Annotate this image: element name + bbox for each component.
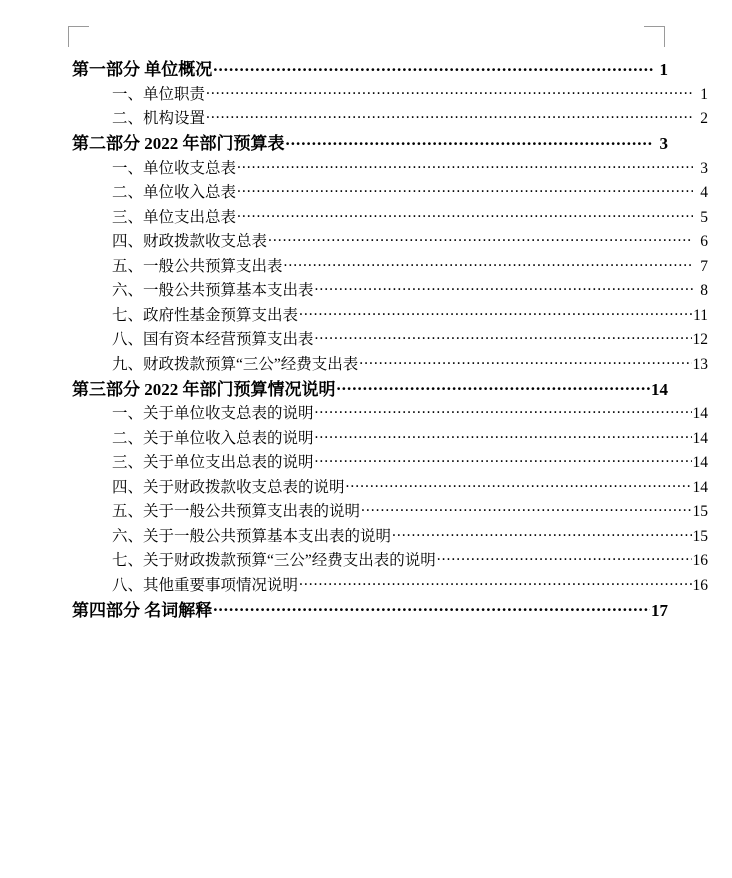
toc-page-number: 15 bbox=[692, 527, 708, 545]
toc-page-number: 13 bbox=[692, 355, 708, 373]
toc-leader-dots bbox=[206, 108, 693, 124]
toc-leader-dots bbox=[237, 206, 693, 222]
toc-entry[interactable] bbox=[68, 280, 708, 299]
toc-page-number: 16 bbox=[692, 576, 708, 594]
toc-entry[interactable] bbox=[68, 525, 708, 544]
toc-entry[interactable] bbox=[68, 452, 708, 471]
toc-page-number: 14 bbox=[692, 429, 708, 447]
toc-page-number: 7 bbox=[700, 257, 708, 275]
toc-page-number: 2 bbox=[700, 110, 708, 127]
toc-entry-text: 八、其他重要事项情况说明 bbox=[112, 576, 299, 594]
toc-leader-dots bbox=[315, 403, 692, 419]
toc-entry[interactable] bbox=[68, 574, 708, 593]
toc-leader-dots bbox=[284, 255, 693, 271]
toc-leader-dots bbox=[359, 353, 691, 369]
toc-page-number: 15 bbox=[692, 503, 708, 520]
crop-mark-top-left bbox=[68, 26, 89, 47]
toc-entry[interactable] bbox=[68, 255, 708, 274]
toc-page-number: 17 bbox=[651, 600, 668, 620]
toc-entry-text: 第四部分 名词解释 bbox=[72, 600, 213, 620]
toc-entry-text: 二、机构设置 bbox=[112, 110, 206, 127]
toc-page-number: 14 bbox=[651, 379, 668, 399]
toc-entry[interactable] bbox=[68, 58, 668, 78]
toc-leader-dots bbox=[437, 550, 692, 566]
toc-leader-dots bbox=[315, 427, 692, 443]
toc-leader-dots bbox=[213, 58, 653, 75]
toc-entry-text: 六、关于一般公共预算基本支出表的说明 bbox=[112, 527, 392, 545]
toc-entry[interactable] bbox=[68, 182, 708, 201]
toc-entry-text: 一、关于单位收支总表的说明 bbox=[112, 405, 314, 422]
toc-page-number: 14 bbox=[692, 478, 708, 496]
toc-entry-text: 三、单位支出总表 bbox=[112, 208, 237, 226]
toc-page-number: 8 bbox=[700, 282, 708, 299]
toc-leader-dots bbox=[337, 378, 651, 395]
toc-page-number: 3 bbox=[659, 134, 668, 153]
toc-entry-text: 七、关于财政拨款预算“三公”经费支出表的说明 bbox=[112, 552, 436, 569]
toc-entry[interactable] bbox=[68, 132, 668, 152]
toc-page-number: 11 bbox=[693, 306, 708, 324]
toc-page-number: 1 bbox=[659, 60, 668, 79]
toc-leader-dots bbox=[315, 329, 692, 345]
toc-entry[interactable] bbox=[68, 378, 668, 398]
toc-entry-text: 第一部分 单位概况 bbox=[72, 60, 213, 79]
toc-entry-text: 五、一般公共预算支出表 bbox=[112, 257, 283, 275]
toc-page-number: 14 bbox=[692, 405, 708, 422]
table-of-contents bbox=[68, 56, 708, 624]
toc-entry-text: 九、财政拨款预算“三公”经费支出表 bbox=[112, 355, 359, 373]
toc-leader-dots bbox=[315, 280, 693, 296]
toc-page-number: 3 bbox=[700, 159, 708, 177]
toc-page-number: 6 bbox=[700, 233, 708, 250]
toc-entry[interactable] bbox=[68, 108, 708, 127]
toc-page-number: 14 bbox=[692, 454, 708, 471]
toc-entry-text: 二、关于单位收入总表的说明 bbox=[112, 429, 314, 447]
toc-leader-dots bbox=[299, 304, 692, 320]
toc-leader-dots bbox=[206, 83, 693, 99]
toc-entry-text: 一、单位收支总表 bbox=[112, 159, 237, 177]
toc-entry[interactable] bbox=[68, 157, 708, 176]
toc-entry[interactable] bbox=[68, 83, 708, 102]
toc-page-number: 1 bbox=[700, 85, 708, 103]
toc-entry-text: 第二部分 2022 年部门预算表 bbox=[72, 134, 285, 153]
toc-entry-text: 四、财政拨款收支总表 bbox=[112, 233, 268, 250]
toc-page-number: 16 bbox=[692, 552, 708, 569]
toc-entry-text: 五、关于一般公共预算支出表的说明 bbox=[112, 503, 361, 520]
toc-entry[interactable] bbox=[68, 476, 708, 495]
toc-leader-dots bbox=[286, 132, 654, 149]
toc-entry-text: 一、单位职责 bbox=[112, 85, 206, 103]
toc-entry-text: 七、政府性基金预算支出表 bbox=[112, 306, 299, 324]
toc-leader-dots bbox=[361, 501, 691, 517]
toc-entry[interactable] bbox=[68, 304, 708, 323]
toc-leader-dots bbox=[237, 182, 693, 198]
toc-page-number: 12 bbox=[692, 331, 708, 348]
toc-entry[interactable] bbox=[68, 427, 708, 446]
toc-entry[interactable] bbox=[68, 329, 708, 348]
toc-leader-dots bbox=[237, 157, 693, 173]
toc-entry-text: 第三部分 2022 年部门预算情况说明 bbox=[72, 379, 336, 399]
toc-page-number: 5 bbox=[700, 208, 708, 226]
toc-entry[interactable] bbox=[68, 206, 708, 225]
toc-leader-dots bbox=[268, 231, 693, 247]
toc-leader-dots bbox=[392, 525, 691, 541]
toc-entry-text: 六、一般公共预算基本支出表 bbox=[112, 282, 314, 299]
toc-leader-dots bbox=[346, 476, 692, 492]
toc-entry[interactable] bbox=[68, 403, 708, 422]
crop-mark-top-right bbox=[644, 26, 665, 47]
toc-leader-dots bbox=[299, 574, 691, 590]
toc-entry[interactable] bbox=[68, 353, 708, 372]
toc-entry[interactable] bbox=[68, 231, 708, 250]
toc-entry-text: 三、关于单位支出总表的说明 bbox=[112, 454, 314, 471]
toc-entry[interactable] bbox=[68, 599, 668, 619]
toc-leader-dots bbox=[315, 452, 692, 468]
toc-leader-dots bbox=[213, 599, 650, 616]
toc-page-number: 4 bbox=[700, 184, 708, 201]
toc-entry-text: 四、关于财政拨款收支总表的说明 bbox=[112, 478, 345, 496]
toc-entry-text: 八、国有资本经营预算支出表 bbox=[112, 331, 314, 348]
toc-entry[interactable] bbox=[68, 501, 708, 520]
toc-entry-text: 二、单位收入总表 bbox=[112, 184, 237, 201]
toc-entry[interactable] bbox=[68, 550, 708, 569]
